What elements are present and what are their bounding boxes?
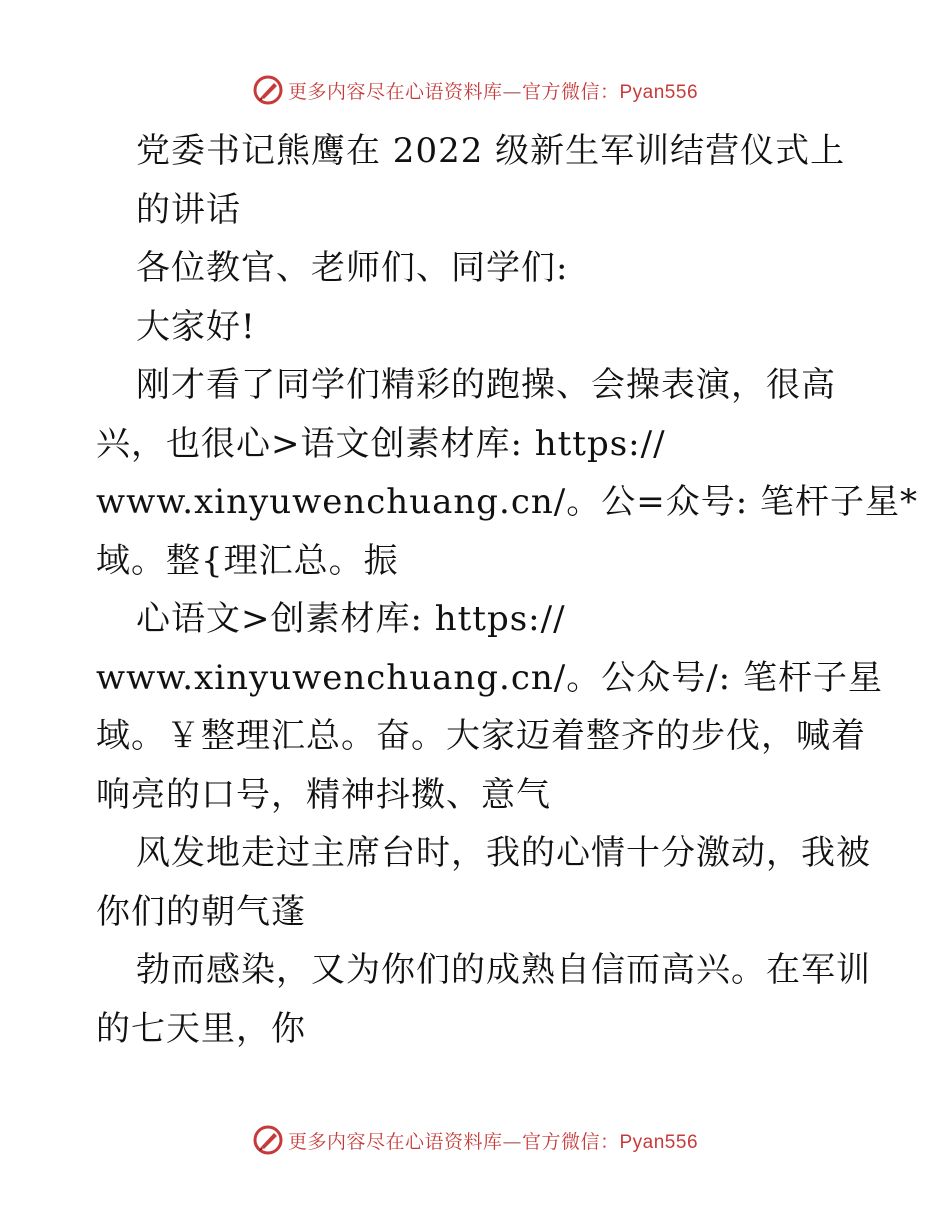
paragraph-line: 你们的朝气蓬	[96, 891, 306, 932]
greeting-line: 大家好!	[136, 306, 256, 347]
pen-logo-icon	[252, 74, 284, 106]
paragraph-line: 的七天里，你	[96, 1008, 306, 1049]
paragraph-line: 域。整{理汇总。振	[96, 540, 399, 581]
pen-logo-icon	[252, 1124, 284, 1156]
paragraph-line: 兴，也很心>语文创素材库: https://	[96, 423, 666, 464]
banner-text: 更多内容尽在心语资料库—官方微信：Pyan556	[287, 1130, 699, 1153]
paragraph-line: 刚才看了同学们精彩的跑操、会操表演，很高	[136, 365, 836, 405]
title-line-2: 的讲话	[136, 189, 241, 230]
paragraph-line: 响亮的口号，精神抖擞、意气	[96, 774, 551, 815]
header-banner	[0, 70, 950, 110]
banner-text: 更多内容尽在心语资料库—官方微信：Pyan556	[287, 80, 699, 103]
document-body	[96, 122, 918, 1058]
paragraph-line: 勃而感染，又为你们的成熟自信而高兴。在军训	[136, 950, 871, 990]
paragraph-line: 域。￥整理汇总。奋。大家迈着整齐的步伐，喊着	[96, 716, 866, 756]
title-line-1: 党委书记熊鹰在 2022 级新生军训结营仪式上	[136, 131, 846, 171]
salutation-line: 各位教官、老师们、同学们:	[136, 248, 569, 288]
paragraph-line: www.xinyuwenchuang.cn/。公=众号: 笔杆子星*	[96, 482, 918, 522]
paragraph-line: www.xinyuwenchuang.cn/。公众号/: 笔杆子星	[96, 657, 883, 698]
paragraph-line: 风发地走过主席台时，我的心情十分激动，我被	[136, 833, 871, 873]
footer-banner	[0, 1120, 950, 1160]
paragraph-line: 心语文>创素材库: https://	[136, 599, 566, 639]
